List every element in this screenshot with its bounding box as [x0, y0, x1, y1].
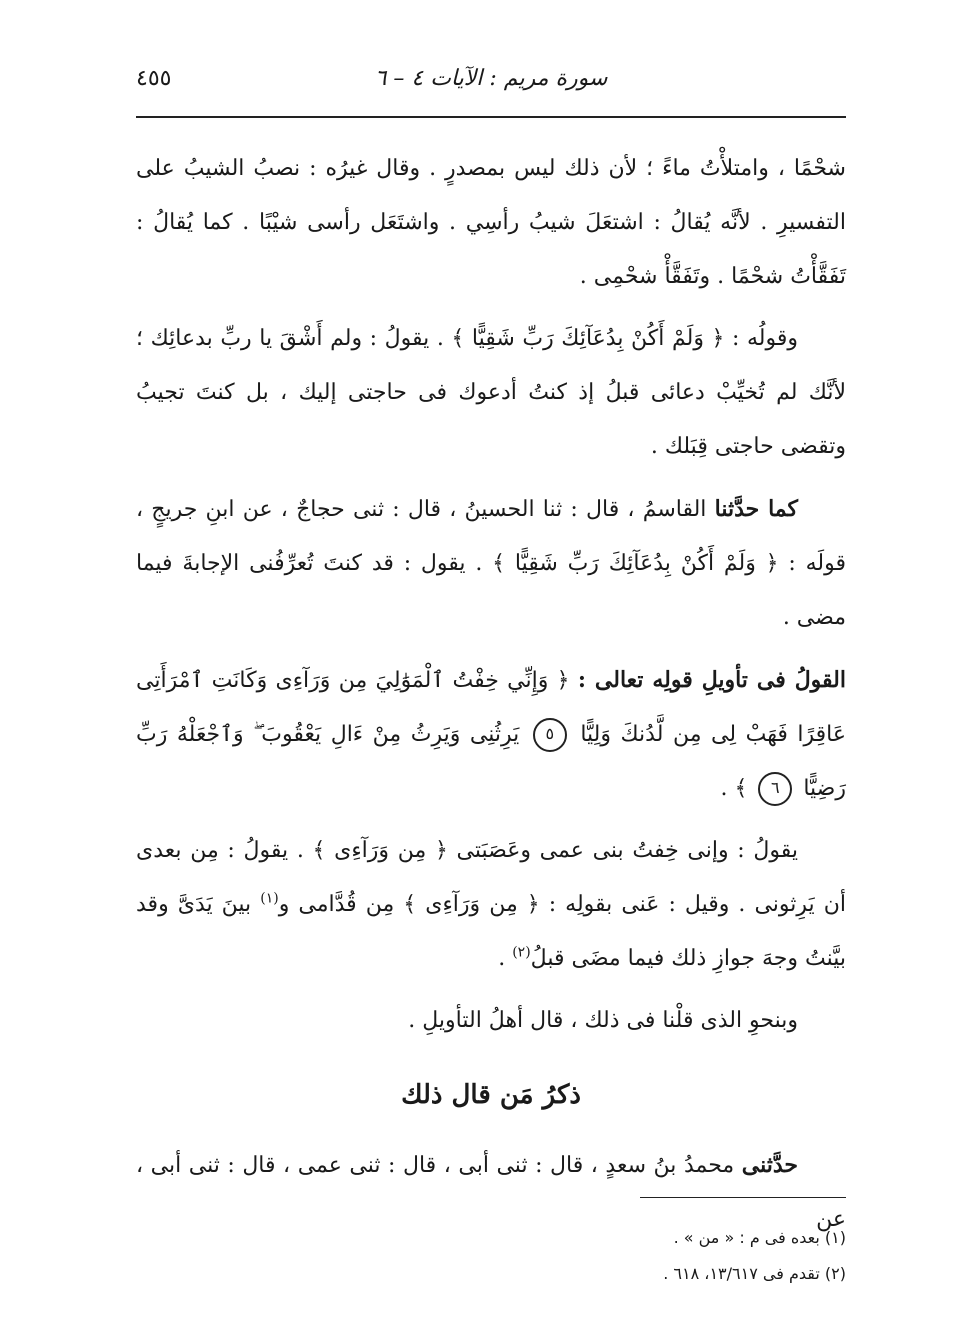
verse-close: ﴾ .	[720, 776, 748, 801]
page-header	[136, 66, 846, 106]
page-number: ٤٥٥	[136, 66, 172, 91]
footnote-ref-1[interactable]: (١)	[260, 890, 279, 907]
paragraph-5	[136, 824, 846, 986]
paragraph-2: وقولُه : ﴿ وَلَمْ أَكُنْ بِدُعَآئِكَ رَبِّ شَقِيًّا ﴾ . يقولُ : ولم أَشْقَ يا ربِّ بدعائِك ؛ لأنَّك لم تُخيِّبْ دعائى قبلُ إذ كنتُ أدعوك فى حاجتى إليك ، بل كنتَ تجيبُ وتقضى حاجتى قِبَلك .	[136, 326, 846, 459]
verse-number-6: ٦	[758, 772, 792, 806]
section-heading: ذكرُ مَن قال ذلك	[401, 1080, 581, 1110]
footnote-1: (١) بعده فى م : « من » .	[673, 1228, 846, 1247]
paragraph-7-text: محمدُ بنُ سعدٍ ، قال : ثنى أبى ، قال : ثنى عمى ، قال : ثنى أبى ، عن	[136, 1153, 846, 1232]
narration-lead: كما حدَّثنا	[714, 496, 798, 522]
paragraph-6: وبنحوِ الذى قلْنا فى ذلك ، قال أهلُ التأويلِ .	[408, 1008, 798, 1033]
paragraph-4	[136, 653, 846, 816]
paragraph-5-text-b: بينَ يَدَىَّ وقد بيَّنتُ وجهَ جوازِ ذلك فيما مضَى قبلُ	[136, 892, 846, 971]
verse-text-2: يَرِثُنِى وَيَرِثُ مِنْ ءَالِ يَعْقُوبَ ۖ وَٱجْعَلْهُ رَبِّ رَضِيًّا	[136, 722, 846, 801]
narration-lead-2: حدَّثنى	[741, 1152, 799, 1178]
header-divider	[136, 116, 846, 118]
tafsir-lead: القولُ فى تأويلِ قولِه تعالى :	[577, 667, 846, 693]
footnotes	[136, 1220, 846, 1292]
page-body	[136, 142, 846, 1255]
paragraph-3	[136, 482, 846, 645]
paragraph-5-text-a: يقولُ : وإنى خِفتُ بنى عمى وعَصَبَتى ﴿ مِن وَرَآءِى ﴾ . يقولُ : مِن بعدى أن يَرِثونى . وقيل : عَنى بقولِه : ﴿ مِن وَرَآءِى ﴾ مِن قُدَّامى و	[136, 838, 846, 917]
running-title: سورة مريم : الآيات ٤ – ٦	[374, 66, 608, 91]
footnote-2: (٢) تقدم فى ١٣/٦١٧، ٦١٨ .	[663, 1264, 846, 1283]
paragraph-1: شحْمًا ، وامتلأْتُ ماءً ؛ لأن ذلك ليس بمصدرٍ . وقال غيرُه : نصبُ الشيبُ على التفسيرِ . لأنَّه يُقالُ : اشتعَلَ شيبُ رأسِي . واشتَعَل رأسى شيْبًا . كما يُقالُ : تَفَقَّأْتُ شحْمًا . وتَفَقَّأْ شحْمِى .	[136, 156, 846, 289]
footnote-divider	[640, 1197, 846, 1198]
verse-text-1: ﴿ وَإِنِّي خِفْتُ ٱلْمَوَٰلِيَ مِن وَرَآءِى وَكَانَتِ ٱمْرَأَتِى عَاقِرًا فَهَبْ لِى مِن لَّدُنكَ وَلِيًّا	[136, 668, 846, 747]
footnote-ref-2[interactable]: (٢)	[512, 944, 531, 961]
paragraph-5-text-c: .	[498, 946, 513, 971]
paragraph-3-text: القاسمُ ، قال : ثنا الحسينُ ، قال : ثنى حجاجٌ ، عن ابنِ جريجٍ ، قولَه : ﴿ وَلَمْ أَكُنْ بِدُعَآئِكَ رَبِّ شَقِيًّا ﴾ . يقول : قد كنتَ تُعرِّفُنى الإجابةَ فيما مضى .	[136, 497, 846, 630]
verse-number-5: ٥	[533, 718, 567, 752]
